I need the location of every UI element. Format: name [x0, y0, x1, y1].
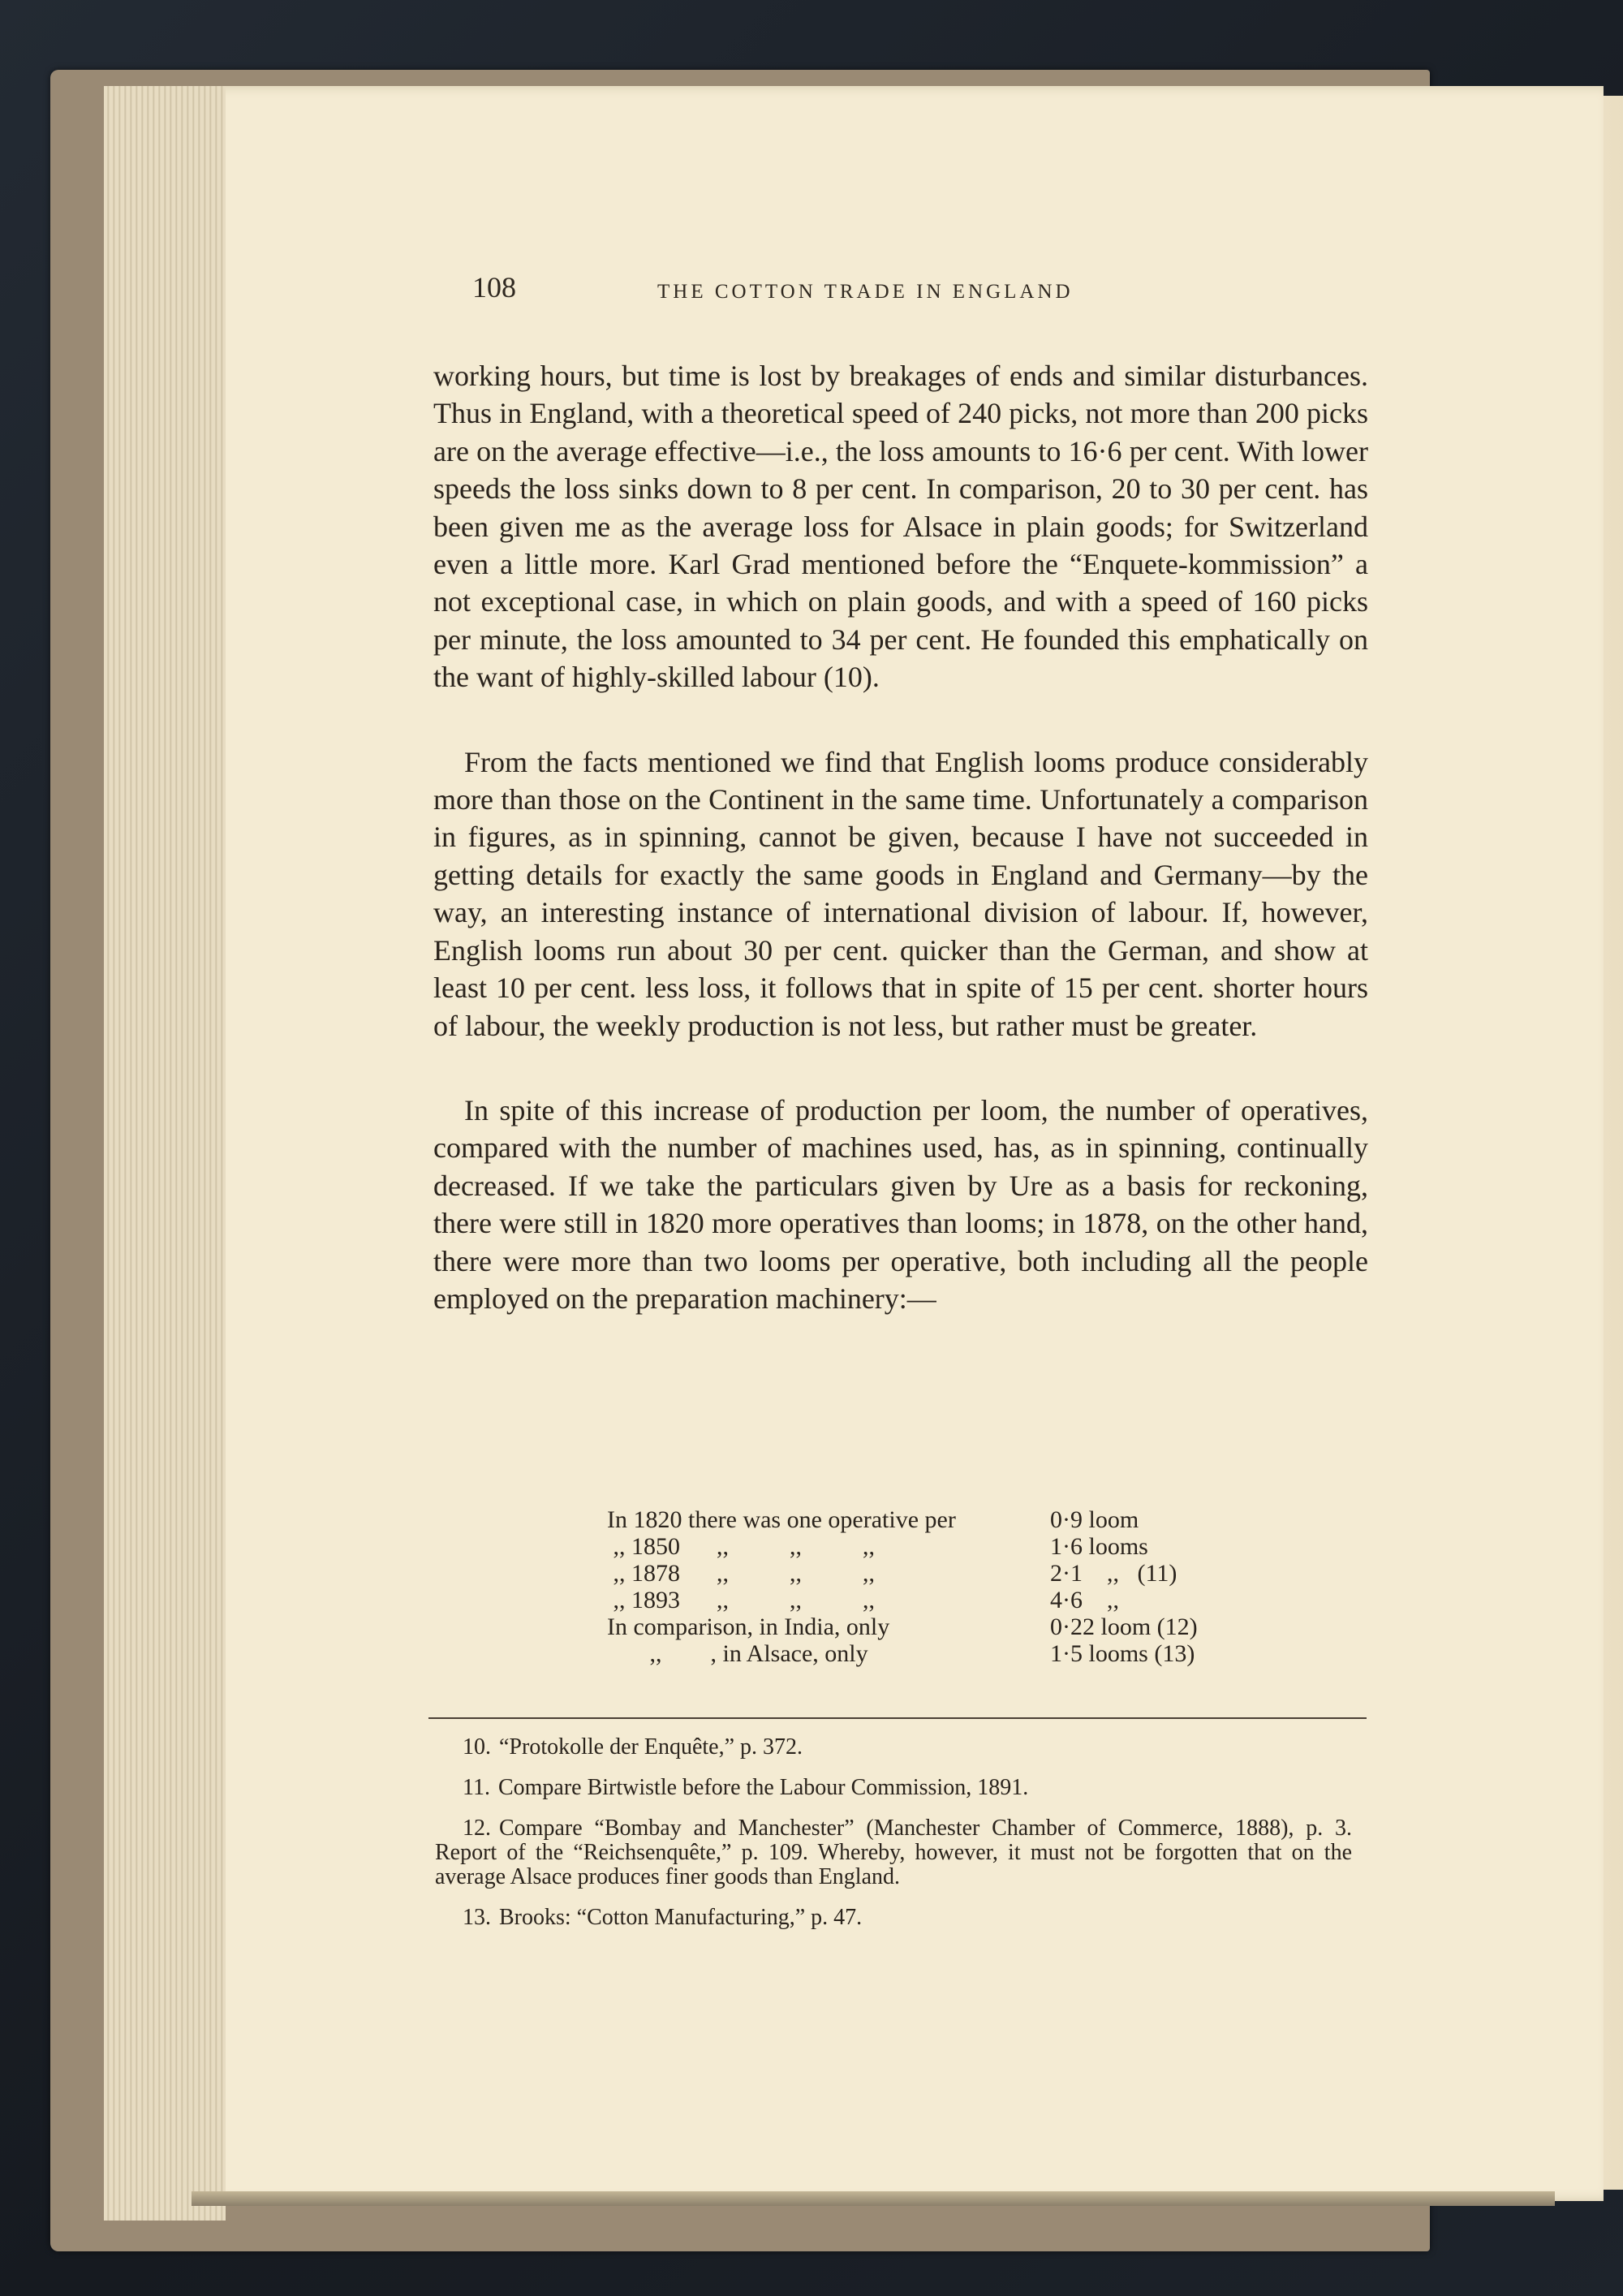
- footnotes: [435, 1735, 1352, 1946]
- footnote-text: “Protokolle der Enquête,” p. 372.: [499, 1734, 803, 1760]
- body-text: [433, 357, 1368, 1317]
- footnote: [435, 1776, 1352, 1800]
- paragraph: From the facts mentioned we find that English looms produce considerably more than those on the Continent in the same time. Unfortunately a comparison in figures, as in spinning, cannot be given, because I have not succeeded in getting details for exactly the same goods in England and Germany—by the way, an interesting instance of international division of labour. If, however, English looms run about 30 per cent. quicker than the German, and show at least 10 per cent. less loss, it follows that in spite of 15 per cent. shorter hours of labour, the weekly production is not less, but rather must be greater.: [433, 745, 1368, 1042]
- running-title: THE COTTON TRADE IN ENGLAND: [657, 281, 1074, 303]
- table-row-label: In 1820 there was one operative per: [607, 1506, 956, 1533]
- table-row-label: ,, 1893 ,, ,, ,,: [607, 1587, 875, 1613]
- footnote-divider: [428, 1717, 1367, 1719]
- table-row-value: 1·6 looms: [1050, 1533, 1148, 1560]
- paragraph: In spite of this increase of production per loom, the number of operatives, compared with the number of machines used, has, as in spinning, continually decreased. If we take the particulars given by Ure as a basis for reckoning, there were still in 1820 more operatives than looms; in 1878, on the other hand, there were more than two looms per operative, both including all the people employed on the preparation machinery:—: [433, 1093, 1368, 1315]
- table-row-value: 1·5 looms (13): [1050, 1640, 1195, 1667]
- footnote: [435, 1816, 1352, 1889]
- footnote-number: 11.: [463, 1775, 490, 1800]
- table-row-label: ,, 1850 ,, ,, ,,: [607, 1533, 875, 1560]
- page-number: 108: [472, 271, 516, 304]
- footnote-text: Brooks: “Cotton Manufacturing,” p. 47.: [499, 1905, 863, 1930]
- table-row-value: 4·6 ,,: [1050, 1587, 1119, 1613]
- table-row-value: 0·22 loom (12): [1050, 1613, 1198, 1640]
- table-row-label: In comparison, in India, only: [607, 1613, 890, 1640]
- table-row-label: ,, , in Alsace, only: [607, 1640, 868, 1667]
- table-row-value: 0·9 loom: [1050, 1506, 1139, 1533]
- footnote: [435, 1735, 1352, 1760]
- footnote-text: Compare “Bombay and Manchester” (Manchester Chamber of Commerce, 1888), p. 3. Report of the “Reichsenquête,” p. 109. Whereby, however, it must not be forgotten that on the average Alsace produces finer goods than England.: [435, 1816, 1352, 1889]
- page-stack-edges: [104, 86, 226, 2221]
- footnote-number: 12.: [463, 1816, 491, 1841]
- footnote-text: Compare Birtwistle before the Labour Commission, 1891.: [497, 1775, 1029, 1800]
- footnote-number: 10.: [463, 1734, 491, 1760]
- footnote-number: 13.: [463, 1905, 491, 1930]
- page-bottom-edge: [192, 2191, 1555, 2206]
- table-row-value: 2·1 ,, (11): [1050, 1560, 1177, 1587]
- footnote: [435, 1906, 1352, 1930]
- paragraph: working hours, but time is lost by breakages of ends and similar disturbances. Thus in England, with a theoretical speed of 240 picks, not more than 200 picks are on the average effective—i.e., the loss amounts to 16·6 per cent. With lower speeds the loss sinks down to 8 per cent. In comparison, 20 to 30 per cent. has been given me as the average loss for Alsace in plain goods; for Switzerland even a little more. Karl Grad mentioned before the “Enquete-kommission” a not exceptional case, in which on plain goods, and with a speed of 160 picks per minute, the loss amounted to 34 per cent. He founded this emphatically on the want of highly-skilled labour (10).: [433, 360, 1368, 694]
- table-row-label: ,, 1878 ,, ,, ,,: [607, 1560, 875, 1587]
